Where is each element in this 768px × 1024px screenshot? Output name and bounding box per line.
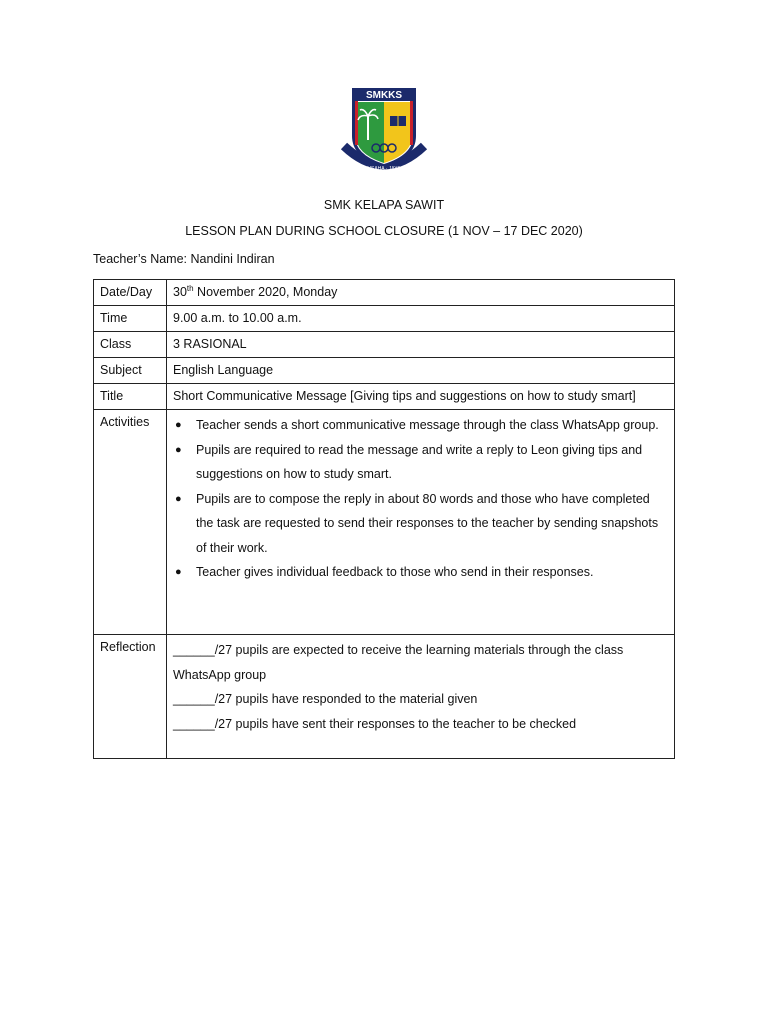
list-item	[175, 560, 668, 585]
school-logo	[338, 84, 430, 176]
row-label-activities: Activities	[94, 410, 167, 635]
table-row-class	[94, 332, 675, 358]
row-value-time: 9.00 a.m. to 10.00 a.m.	[167, 306, 675, 332]
row-value-class: 3 RASIONAL	[167, 332, 675, 358]
activity-text: Pupils are required to read the message and write a reply to Leon giving tips and suggestions on how to study smart.	[196, 442, 643, 481]
school-name: SMK KELAPA SAWIT	[323, 198, 445, 212]
activity-text: Teacher gives individual feedback to those who send in their responses.	[196, 565, 594, 579]
row-value-subject: English Language	[167, 358, 675, 384]
activity-text: Pupils are to compose the reply in about 80 words and those who have completed the task are requested to send their responses to the teacher by sending snapshots of their work.	[196, 491, 659, 555]
reflection-line: ______/27 pupils have responded to the material given	[173, 692, 478, 706]
row-label-date-day: Date/Day	[94, 280, 167, 306]
logo-motto: USAHA · JAYA	[367, 166, 401, 172]
activities-list	[173, 413, 668, 585]
table-row-time	[94, 306, 675, 332]
lesson-plan-title: LESSON PLAN DURING SCHOOL CLOSURE (1 NOV – 17 DEC 2020)	[185, 224, 583, 238]
row-value-reflection	[167, 635, 675, 759]
row-value-activities	[167, 410, 675, 635]
table-row-date-day	[94, 280, 675, 306]
row-label-class: Class	[94, 332, 167, 358]
date-day-number: 30	[173, 285, 187, 299]
reflection-line: ______/27 pupils are expected to receive the learning materials through the class WhatsApp group	[173, 643, 624, 682]
activity-text: Teacher sends a short communicative message through the class WhatsApp group.	[196, 418, 659, 432]
bullet-icon: ●	[175, 492, 182, 505]
list-item	[175, 438, 668, 487]
date-day-rest: November 2020, Monday	[193, 285, 338, 299]
row-value-title: Short Communicative Message [Giving tips and suggestions on how to study smart]	[167, 384, 675, 410]
row-value-date-day	[167, 280, 675, 306]
bullet-icon: ●	[175, 566, 182, 578]
row-label-title: Title	[94, 384, 167, 410]
list-item	[175, 487, 668, 561]
reflection-line: ______/27 pupils have sent their responses to the teacher to be checked	[173, 716, 577, 731]
bullet-icon: ●	[175, 419, 182, 431]
lesson-plan-table	[93, 279, 675, 759]
logo-top-text: SMKKS	[365, 90, 403, 101]
school-crest-icon	[338, 84, 430, 176]
list-item	[175, 413, 668, 438]
date-day-suffix: th	[186, 284, 194, 293]
table-row-subject	[94, 358, 675, 384]
row-label-time: Time	[94, 306, 167, 332]
bullet-icon: ●	[175, 443, 182, 456]
row-label-subject: Subject	[94, 358, 167, 384]
row-label-reflection: Reflection	[94, 635, 167, 759]
table-row-reflection	[94, 635, 675, 759]
table-row-title	[94, 384, 675, 410]
table-row-activities	[94, 410, 675, 635]
teacher-name-line: Teacher’s Name: Nandini Indiran	[93, 252, 275, 266]
